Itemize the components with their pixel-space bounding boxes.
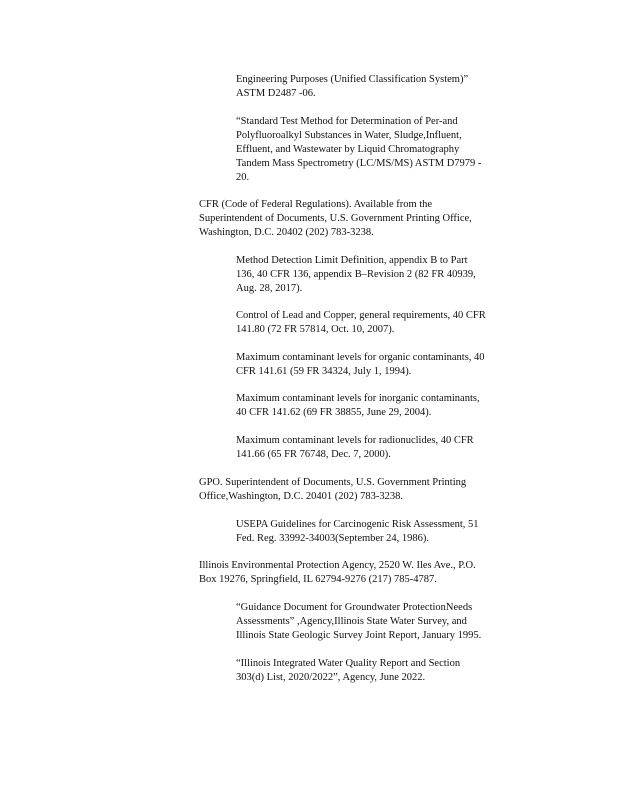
reference-entry — [199, 476, 519, 504]
entry-line: ASTM D2487 -06. — [236, 88, 316, 99]
entry-line: Illinois State Geologic Survey Joint Report, January 1995. — [236, 630, 482, 641]
reference-sub-entry — [236, 309, 519, 337]
entry-line: CFR 141.61 (59 FR 34324, July 1, 1994). — [236, 366, 412, 377]
entry-line: Office,Washington, D.C. 20401 (202) 783-3238. — [199, 491, 403, 502]
entry-line: Assessments” ,Agency,Illinois State Water Survey, and — [236, 616, 467, 627]
entry-line: Maximum contaminant levels for radionuclides, 40 CFR — [236, 435, 474, 446]
reference-sub-entry — [236, 351, 519, 379]
entry-line: Method Detection Limit Definition, appendix B to Part — [236, 255, 468, 266]
reference-sub-entry — [236, 601, 519, 643]
entry-line: Maximum contaminant levels for organic contaminants, 40 — [236, 352, 485, 363]
entry-line: 141.66 (65 FR 76748, Dec. 7, 2000). — [236, 449, 391, 460]
reference-sub-entry — [236, 115, 519, 185]
reference-entry — [199, 559, 519, 587]
reference-sub-entry — [236, 434, 519, 462]
entry-line: Superintendent of Documents, U.S. Government Printing Office, — [199, 213, 472, 224]
entry-line: “Standard Test Method for Determination of Per-and — [236, 116, 458, 127]
entry-line: 136, 40 CFR 136, appendix B–Revision 2 (82 FR 40939, — [236, 269, 476, 280]
entry-line: 141.80 (72 FR 57814, Oct. 10, 2007). — [236, 324, 395, 335]
entry-line: “Guidance Document for Groundwater ProtectionNeeds — [236, 602, 473, 613]
entry-line: Fed. Reg. 33992-34003(September 24, 1986). — [236, 533, 430, 544]
entry-line: CFR (Code of Federal Regulations). Available from the — [199, 199, 433, 210]
entry-line: Aug. 28, 2017). — [236, 283, 303, 294]
entry-line: Engineering Purposes (Unified Classification System)” — [236, 74, 469, 85]
entry-line: Washington, D.C. 20402 (202) 783-3238. — [199, 227, 374, 238]
entry-line: Tandem Mass Spectrometry (LC/MS/MS) ASTM D7979 - — [236, 158, 482, 169]
entry-line: Maximum contaminant levels for inorganic contaminants, — [236, 393, 480, 404]
entry-line: 20. — [236, 172, 250, 183]
entry-line: GPO. Superintendent of Documents, U.S. Government Printing — [199, 477, 467, 488]
entry-line: 40 CFR 141.62 (69 FR 38855, June 29, 2004). — [236, 407, 432, 418]
entry-line: Control of Lead and Copper, general requirements, 40 CFR — [236, 310, 486, 321]
entry-line: 303(d) List, 2020/2022”, Agency, June 2022. — [236, 672, 426, 683]
reference-sub-entry — [236, 254, 519, 296]
entry-line: Polyfluoroalkyl Substances in Water, Sludge,Influent, — [236, 130, 462, 141]
reference-sub-entry — [236, 73, 519, 101]
entry-line: USEPA Guidelines for Carcinogenic Risk Assessment, 51 — [236, 519, 479, 530]
reference-sub-entry — [236, 518, 519, 546]
entry-line: Box 19276, Springfield, IL 62794-9276 (217) 785-4787. — [199, 574, 437, 585]
entry-line: Effluent, and Wastewater by Liquid Chromatography — [236, 144, 460, 155]
entry-line: “Illinois Integrated Water Quality Report and Section — [236, 658, 461, 669]
reference-sub-entry — [236, 657, 519, 685]
reference-entry — [199, 198, 519, 240]
reference-sub-entry — [236, 392, 519, 420]
entry-line: Illinois Environmental Protection Agency, 2520 W. Iles Ave., P.O. — [199, 560, 476, 571]
